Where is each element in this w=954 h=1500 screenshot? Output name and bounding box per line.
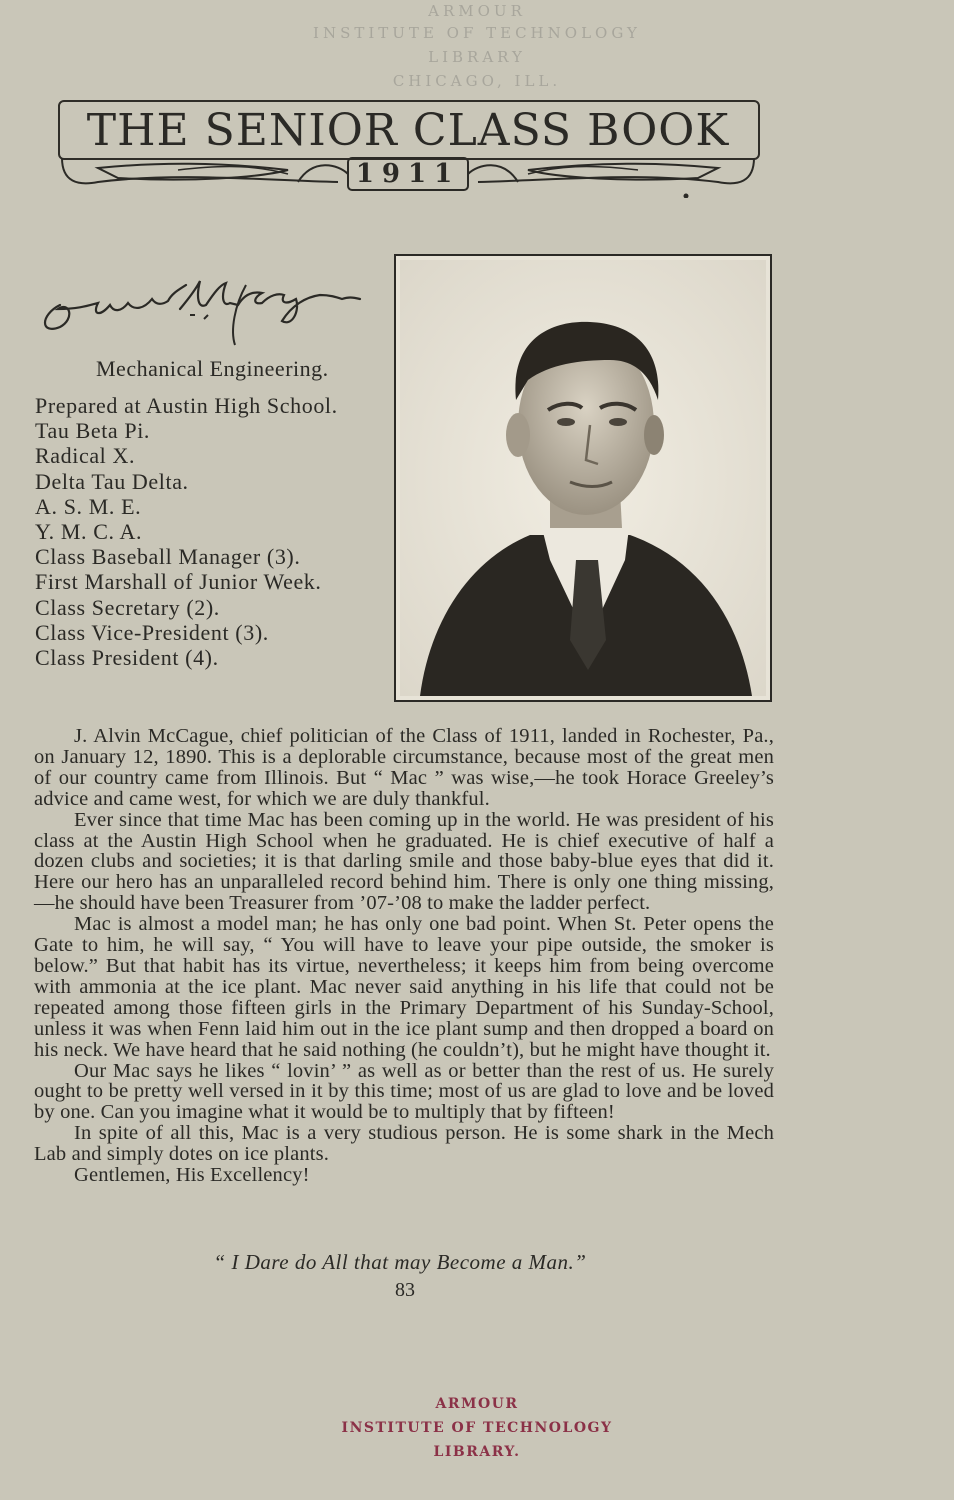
portrait-photo bbox=[394, 254, 772, 702]
department: Mechanical Engineering. bbox=[96, 356, 329, 381]
activity-item: Delta Tau Delta. bbox=[35, 468, 189, 494]
activity-item: Class President (4). bbox=[35, 645, 219, 671]
class-book-banner bbox=[58, 100, 758, 200]
activity-item: Radical X. bbox=[35, 443, 136, 469]
bio-paragraph: J. Alvin McCague, chief politician of the Class of 1911, landed in Rochester, Pa., on January 12, 1890. This is a deplorable circumstance, because most of the great men of our country came from Illinois. But “ Mac ” was wise,—he took Horace Greeley’s advice and came west, for which we are duly thankful. bbox=[34, 725, 774, 810]
activity-item: Class Baseball Manager (3). bbox=[35, 544, 301, 570]
autograph-signature bbox=[30, 275, 370, 355]
activity-item: First Marshall of Junior Week. bbox=[35, 569, 322, 595]
biography bbox=[34, 726, 774, 1186]
activity-item: Tau Beta Pi. bbox=[35, 418, 151, 444]
activities-list bbox=[35, 393, 338, 670]
bio-paragraph: Our Mac says he likes “ lovin’ ” as well as or better than the rest of us. He surely ought to be pretty well versed in it by this time; most of us are glad to love and be loved by one. Can you imagine what it would be to multiply that by fifteen! bbox=[34, 1059, 774, 1124]
portrait-illustration bbox=[400, 260, 766, 696]
top-stamp-line2: INSTITUTE OF TECHNOLOGY bbox=[313, 24, 641, 42]
activity-item: Class Vice-President (3). bbox=[35, 619, 269, 645]
activity-item: A. S. M. E. bbox=[35, 493, 142, 519]
library-stamp-line3: LIBRARY. bbox=[433, 1444, 521, 1460]
library-stamp-line1: ARMOUR bbox=[435, 1396, 519, 1412]
banner-year: 1911 bbox=[355, 159, 461, 189]
top-stamp-line1: ARMOUR bbox=[428, 2, 526, 20]
bio-paragraph: Ever since that time Mac has been coming up in the world. He was president of his class at the Austin High School when he graduated. He is chief executive of half a dozen clubs and societies; it is that darling smile and those baby-blue eyes that did it. Here our hero has an unparalleled record behind him. There is only one thing missing,—he should have been Treasurer from ’07-’08 to make the ladder perfect. bbox=[34, 808, 774, 915]
top-stamp-line4: CHICAGO, ILL. bbox=[392, 72, 562, 90]
motto: “ I Dare do All that may Become a Man.” bbox=[213, 1250, 587, 1274]
activity-item: Y. M. C. A. bbox=[35, 519, 143, 545]
bio-paragraph: Mac is almost a model man; he has only one bad point. When St. Peter opens the Gate to him, he will say, “ You will have to leave your pipe outside, the smoker is below.” But that habit has its virtue, nevertheless; it keeps him from being overcome with ammonia at the ice plant. Mac never said anything in his life that could not be repeated among those fifteen girls in the Primary Department of his Sunday-School, unless it was when Fenn laid him out in the ice plant sump and then dropped a board on his neck. We have heard that he said nothing (he couldn’t), but he might have thought it. bbox=[34, 913, 774, 1061]
activity-item: Class Secretary (2). bbox=[35, 594, 220, 620]
banner-title: THE SENIOR CLASS BOOK bbox=[86, 105, 730, 156]
activity-item: Prepared at Austin High School. bbox=[35, 393, 338, 418]
library-stamp-line2: INSTITUTE OF TECHNOLOGY bbox=[341, 1420, 613, 1436]
page-number: 83 bbox=[395, 1279, 415, 1301]
bio-paragraph: Gentlemen, His Excellency! bbox=[74, 1164, 310, 1187]
top-stamp-line3: LIBRARY bbox=[428, 48, 526, 66]
bio-paragraph: In spite of all this, Mac is a very studious person. He is some shark in the Mech Lab and simply dotes on ice plants. bbox=[34, 1122, 774, 1166]
